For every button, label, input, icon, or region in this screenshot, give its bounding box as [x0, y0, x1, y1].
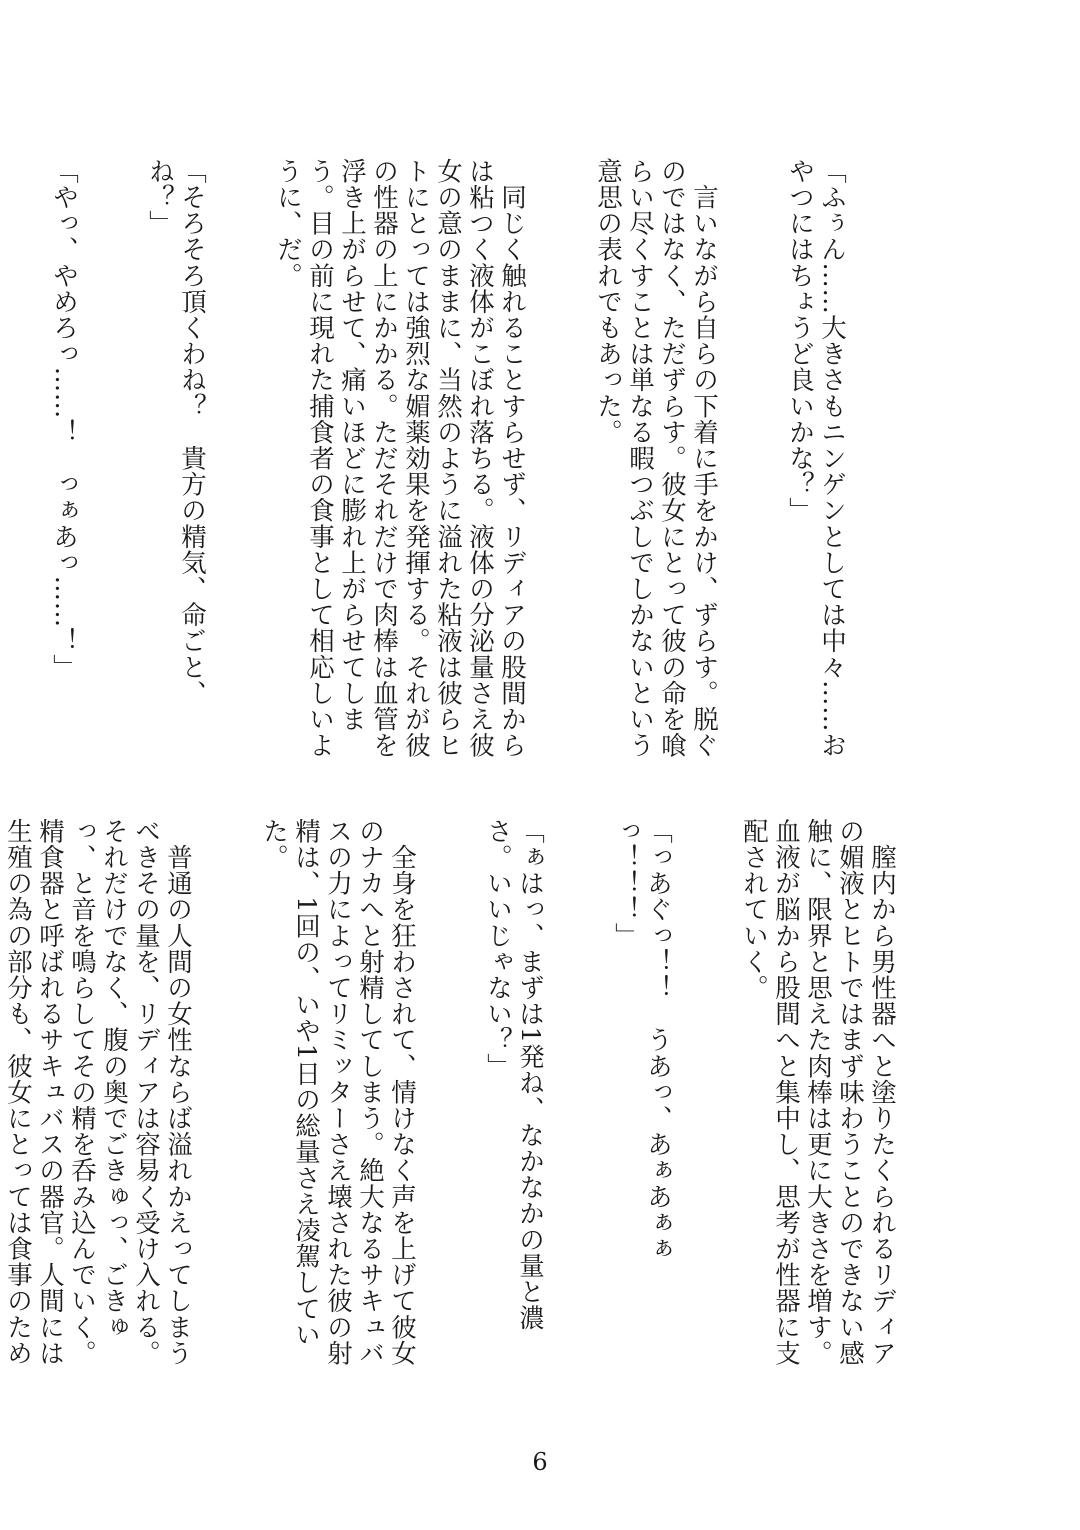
lower-text-block — [3, 818, 962, 1378]
paragraph: 普通の人間の女性ならば溢れかえってしまうべきその量を、リディアは容易く受け入れる。それだけでなく、腹の奥でごきゅっ、ごきゅっ、と音を鳴らしてその精を呑み込んでいく。精食器と呼ばれるサキュバスの器官。人間には生殖の為の部分も、彼女にとっては食事のため — [3, 818, 193, 1367]
paragraph: 「そろそろ頂くわね？ 貴方の精気、命ごと、ね？」 — [145, 158, 207, 707]
upper-text-block — [49, 158, 912, 768]
paragraph: 全身を狂わされて、情けなく声を上げて彼女のナカへと射精してしまう。絶大なるサキュバスの力によってリミッターさえ壊された彼の射精は、1回の、いや1日の総量さえ凌駕していた。 — [259, 818, 417, 1367]
paragraph: 膣内から男性器へと塗りたくられるリディアの媚液とヒトではまず味わうことのできない感触に、限界と思えた肉棒は更に大きさを増す。血液が脳から股間へと集中し、思考が性器に支配されていく。 — [739, 818, 897, 1367]
paragraph: 「ぁはっ、まずは1発ね、なかなかの量と濃さ。いいじゃない？」 — [483, 818, 545, 1331]
paragraph: 「ふぅん……大きさもニンゲンとしては中々……おやつにはちょうど良いかな？」 — [785, 158, 847, 759]
paragraph: 「やっ、やめろっ……！ っぁあっ……！」 — [49, 158, 79, 680]
paragraph: 同じく触れることすらせず、リディアの股間からは粘つく液体がこぼれ落ちる。液体の分泌量さえ彼女の意のままに、当然のように溢れた粘液は彼らヒトにとっては強烈な媚薬効果を発揮する。それが彼の性器の上にかかる。ただそれだけで肉棒は血管を浮き上がらせて、痛いほどに膨れ上がらせてしまう。目の前に現れた捕食者の食事として相応しいように、だ。 — [273, 158, 527, 759]
paragraph: 「っあぐっ！！ うあっ、あぁあぁぁっ！！！」 — [611, 818, 673, 1262]
paragraph: 言いながら自らの下着に手をかけ、ずらす。脱ぐのではなく、ただずらす。彼女にとって彼の命を喰らい尽くすことは単なる暇つぶしでしかないという意思の表れでもあった。 — [593, 158, 719, 759]
page-number: 6 — [532, 1448, 548, 1476]
